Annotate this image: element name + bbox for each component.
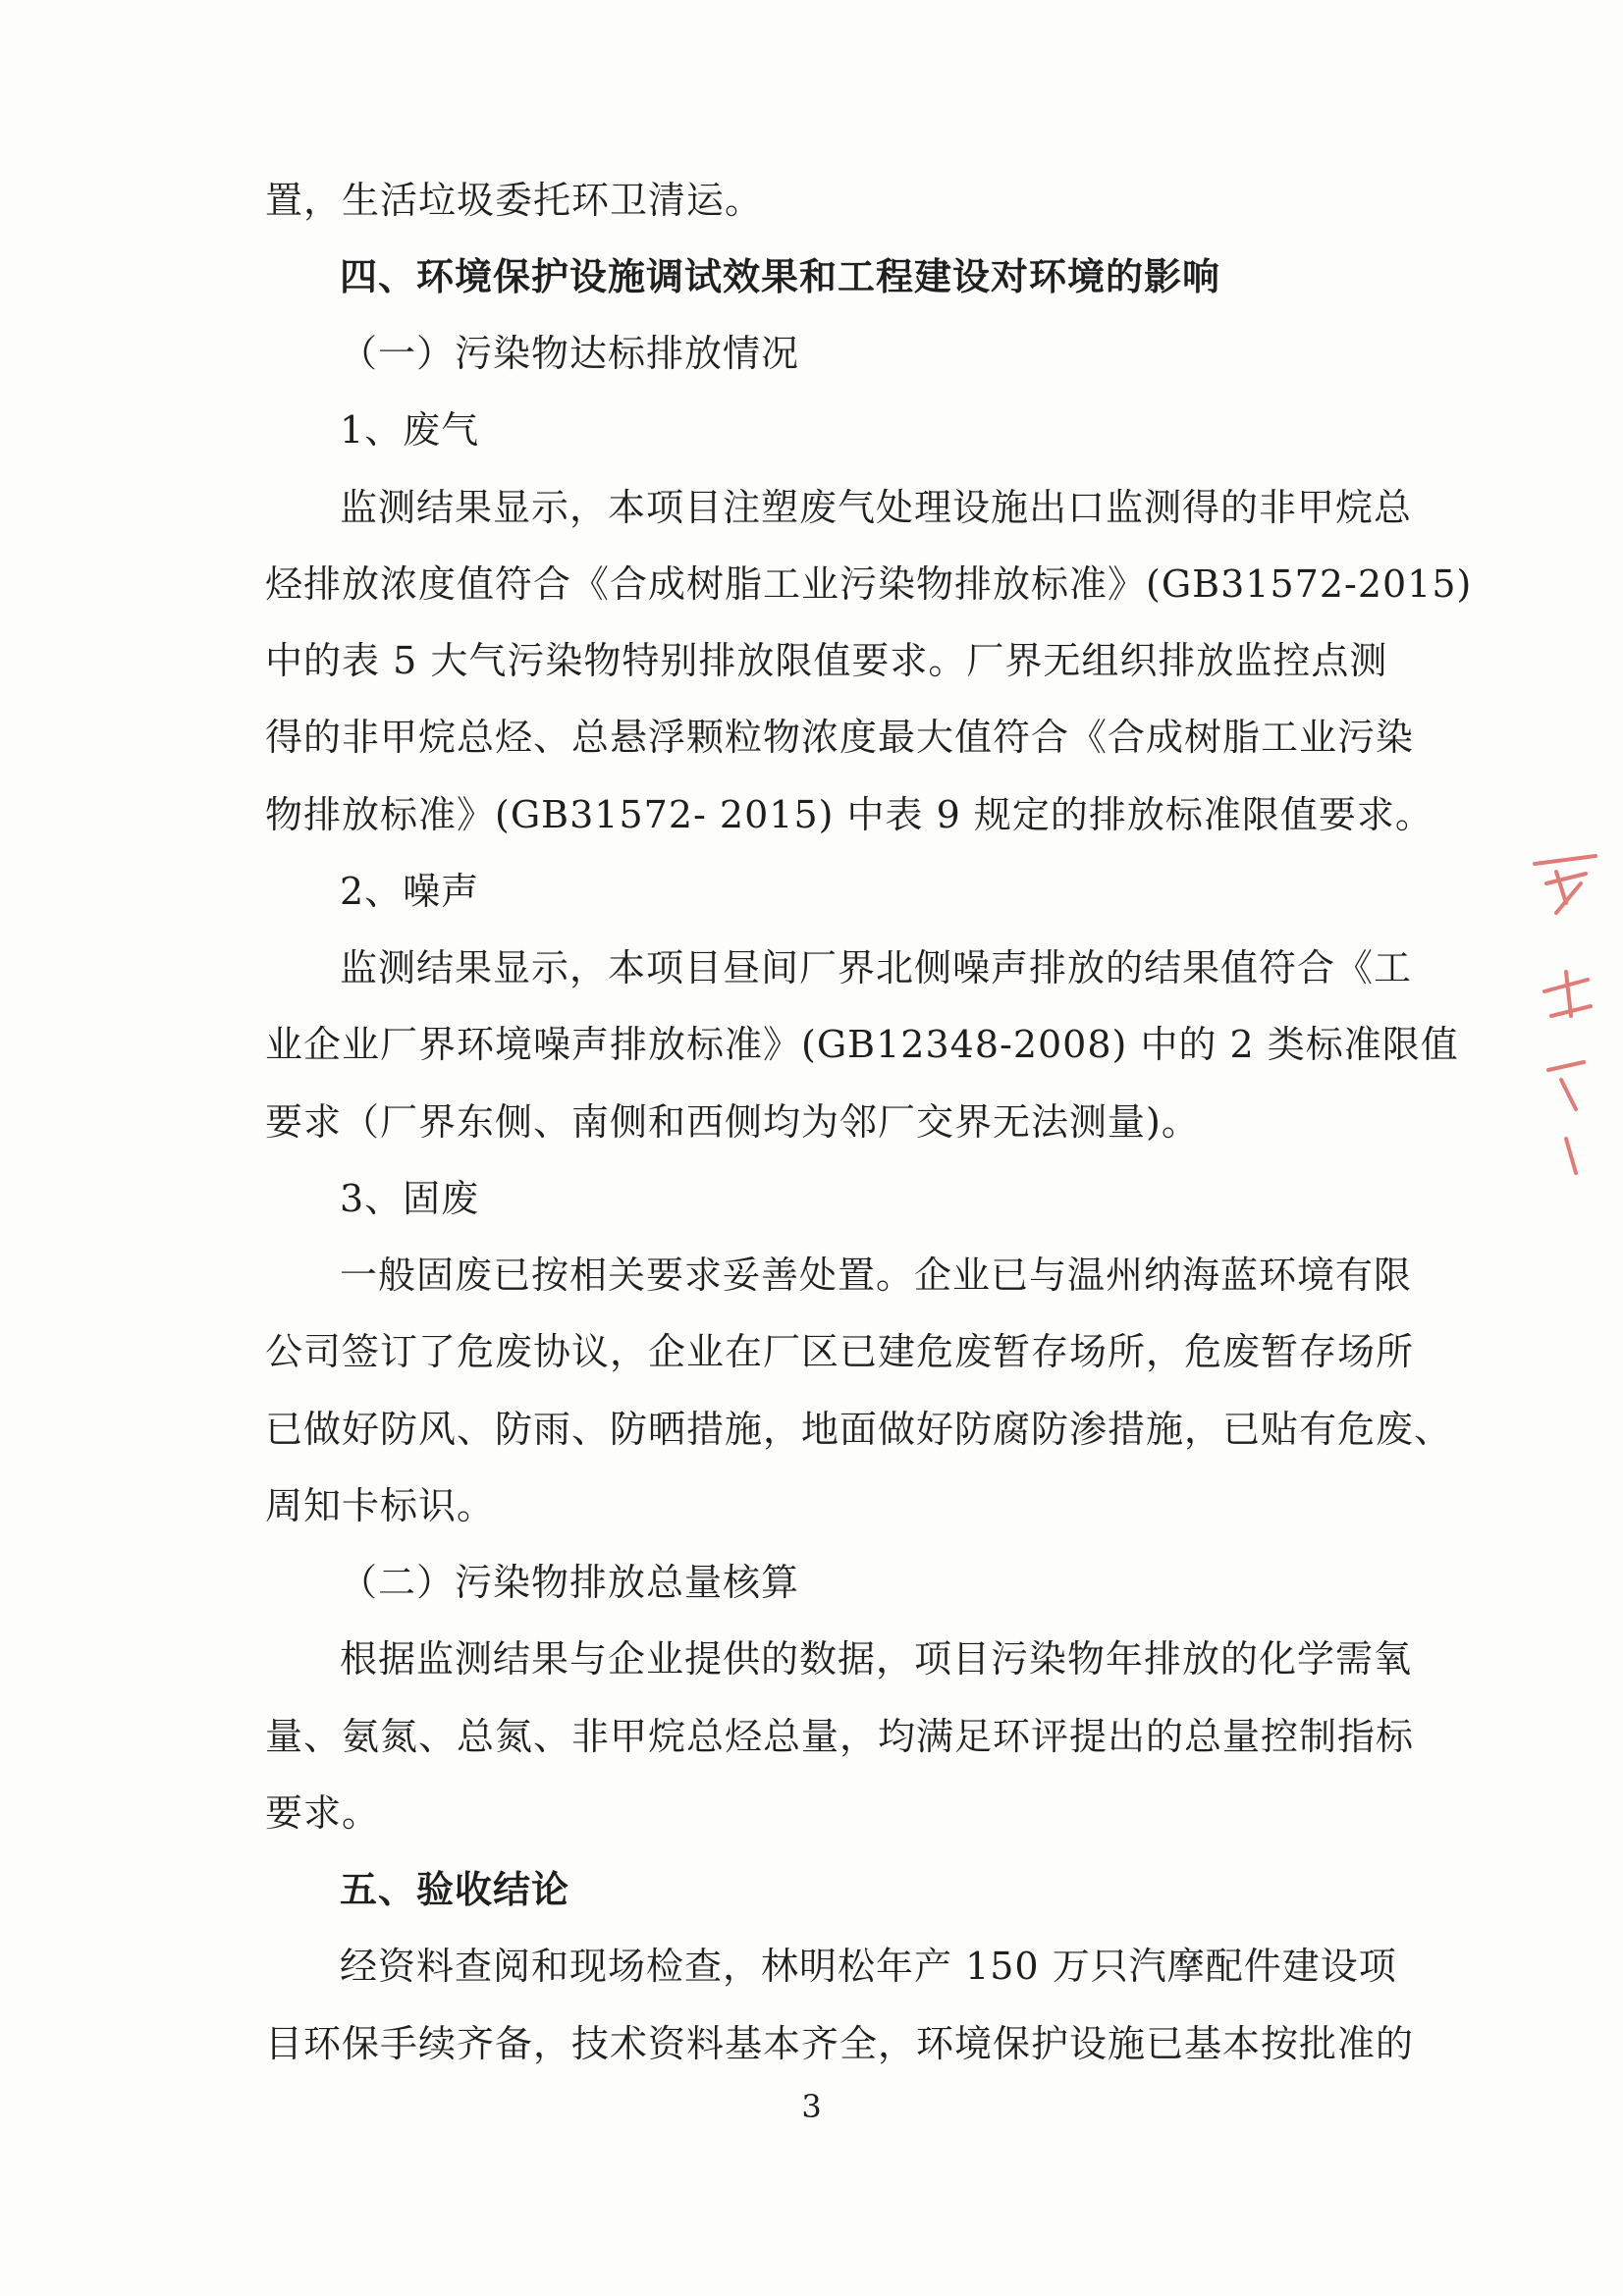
text-line: 得的非甲烷总烃、总悬浮颗粒物浓度最大值符合《合成树脂工业污染 (265, 716, 1415, 759)
page-number: 3 (801, 2088, 822, 2125)
text-line: 目环保手续齐备，技术资料基本齐全，环境保护设施已基本按批准的 (265, 2022, 1415, 2065)
text-line: 业企业厂界环境噪声排放标准》(GB12348-2008) 中的 2 类标准限值 (265, 1023, 1459, 1066)
section-heading-4: 四、环境保护设施调试效果和工程建设对环境的影响 (340, 254, 1221, 298)
text-line: 中的表 5 大气污染物特别排放限值要求。厂界无组织排放监控点测 (265, 639, 1388, 682)
subsection-heading-1: （一）污染物达标排放情况 (340, 332, 800, 375)
text-line: 根据监测结果与企业提供的数据，项目污染物年排放的化学需氧 (340, 1637, 1413, 1681)
text-line: 监测结果显示，本项目昼间厂界北侧噪声排放的结果值符合《工 (340, 946, 1413, 989)
text-line: 一般固废已按相关要求妥善处置。企业已与温州纳海蓝环境有限 (340, 1254, 1413, 1297)
text-line: 烃排放浓度值符合《合成树脂工业污染物排放标准》(GB31572-2015) (265, 562, 1473, 606)
text-line: 置，生活垃圾委托环卫清运。 (265, 179, 764, 222)
text-line: 监测结果显示，本项目注塑废气处理设施出口监测得的非甲烷总 (340, 486, 1413, 529)
text-line: 经资料查阅和现场检查，林明松年产 150 万只汽摩配件建设项 (340, 1945, 1397, 1988)
section-heading-5: 五、验收结论 (340, 1867, 570, 1911)
text-line: 周知卡标识。 (265, 1484, 496, 1527)
subsection-heading-2: （二）污染物排放总量核算 (340, 1561, 800, 1604)
text-line: 物排放标准》(GB31572- 2015) 中表 9 规定的排放标准限值要求。 (265, 793, 1434, 836)
item-heading-solid-waste: 3、固废 (340, 1177, 480, 1220)
text-line: 量、氨氮、总氮、非甲烷总烃总量，均满足环评提出的总量控制指标 (265, 1715, 1415, 1758)
item-heading-noise: 2、噪声 (340, 870, 480, 913)
text-line: 公司签订了危废协议，企业在厂区已建危废暂存场所，危废暂存场所 (265, 1330, 1415, 1373)
text-line: 要求。 (265, 1791, 381, 1835)
seal-stamp-fragment (1527, 844, 1605, 1178)
item-heading-waste-gas: 1、废气 (340, 408, 480, 452)
text-line: 已做好防风、防雨、防晒措施，地面做好防腐防渗措施，已贴有危废、 (265, 1408, 1453, 1451)
text-line: 要求（厂界东侧、南侧和西侧均为邻厂交界无法测量)。 (265, 1100, 1200, 1144)
